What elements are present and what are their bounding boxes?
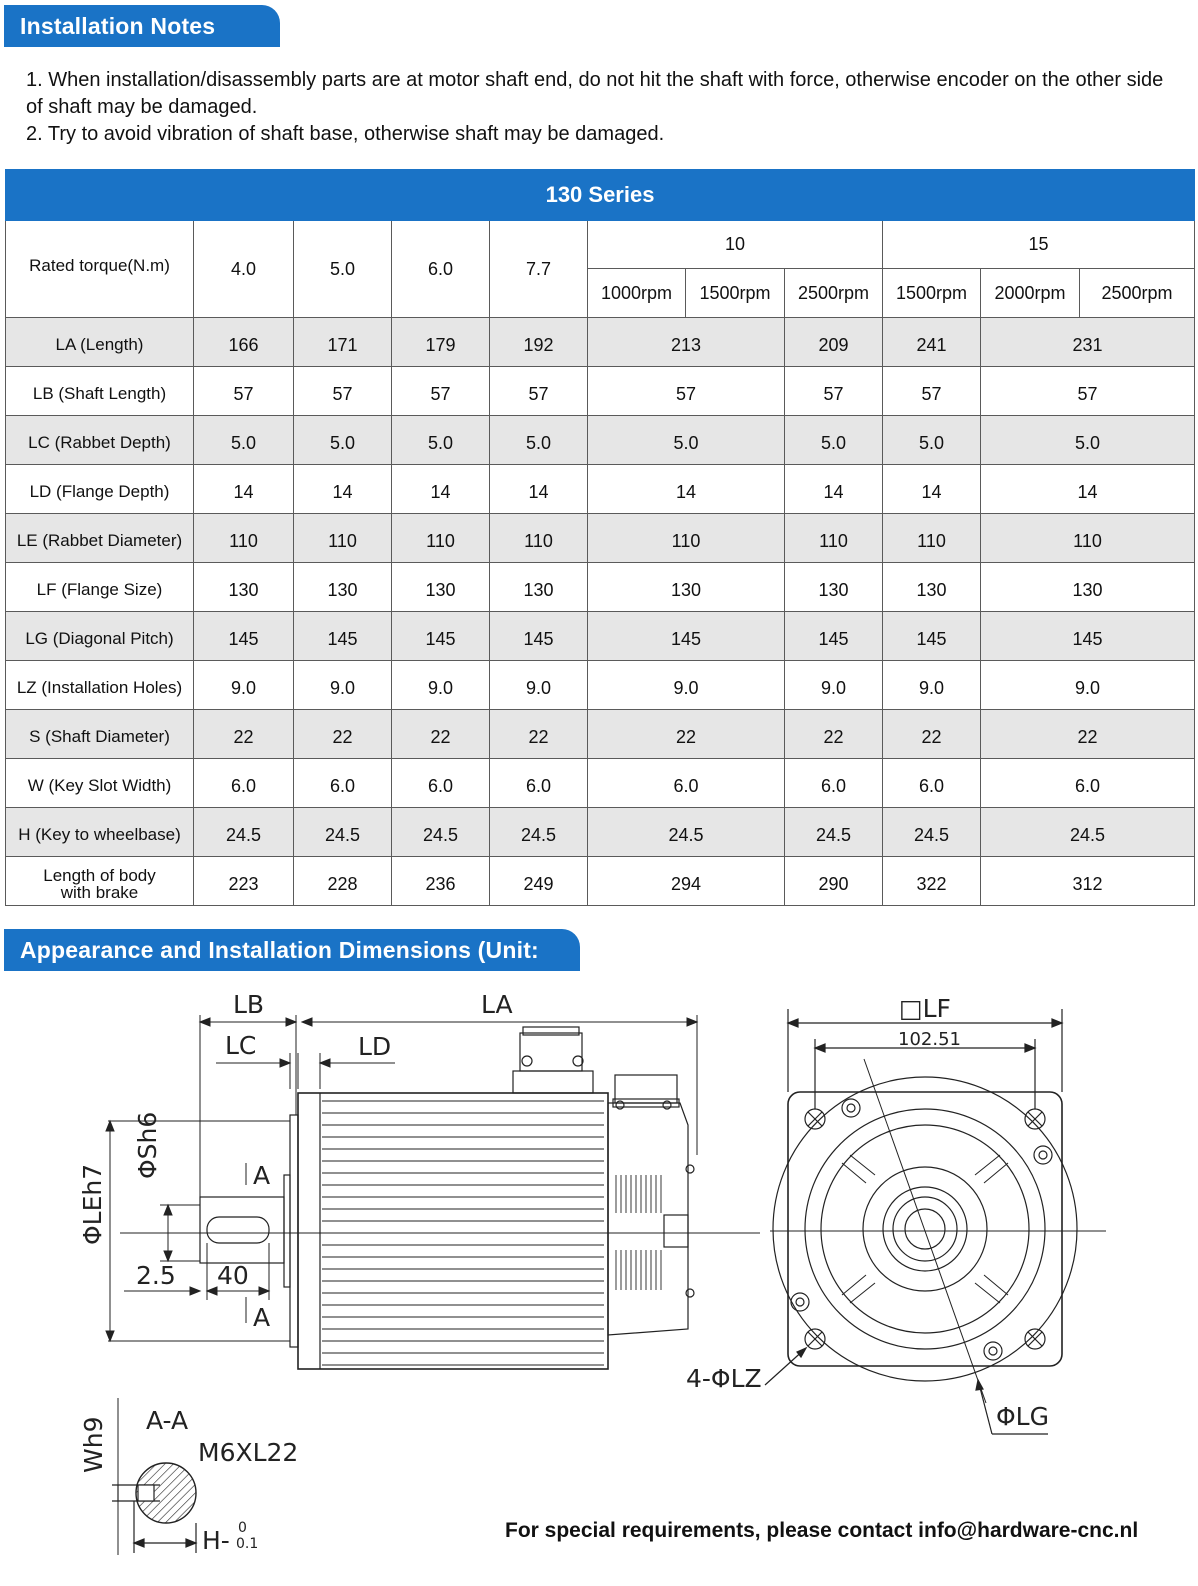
table-cell: 166 [194,318,294,367]
front-view [765,1009,1106,1434]
label-rabbet-dia: ΦLEh7 [78,1163,107,1245]
table-cell: 130 [883,563,981,612]
row-label: LA (Length) [6,318,194,367]
row-label: LE (Rabbet Diameter) [6,514,194,563]
table-cell: 22 [392,710,490,759]
table-cell: 14 [883,465,981,514]
table-cell: 290 [785,857,883,906]
table-cell: 130 [490,563,588,612]
table-cell: 6.0 [785,759,883,808]
installation-notes-title: Installation Notes [4,5,280,47]
table-cell: 249 [490,857,588,906]
table-cell: 145 [294,612,392,661]
table-cell: 24.5 [490,808,588,857]
table-cell: 231 [981,318,1195,367]
table-cell: 6.0 [981,759,1195,808]
table-cell: 145 [981,612,1195,661]
table-cell: 22 [294,710,392,759]
table-cell: 14 [392,465,490,514]
note-2: 2. Try to avoid vibration of shaft base, otherwise shaft may be damaged. [26,123,665,145]
row-label: H (Key to wheelbase) [6,808,194,857]
table-cell: 192 [490,318,588,367]
row-label: LZ (Installation Holes) [6,661,194,710]
table-cell: 5.0 [883,416,981,465]
table-row [6,710,1195,759]
label-la: LA [481,990,513,1019]
table-cell: 5.0 [981,416,1195,465]
table-cell: 9.0 [392,661,490,710]
table-cell: 145 [392,612,490,661]
speed-cell: 2000rpm [981,269,1080,318]
speed-cell: 1000rpm [588,269,686,318]
label-thread: M6XL22 [198,1438,299,1467]
table-cell: 6.0 [490,759,588,808]
torque-value: 5.0 [294,221,392,318]
label-dim-40: 40 [217,1261,249,1290]
table-cell: 24.5 [194,808,294,857]
table-cell: 312 [981,857,1195,906]
row-label: LD (Flange Depth) [6,465,194,514]
table-cell: 14 [294,465,392,514]
label-holes: 4-ΦLZ [686,1364,762,1393]
table-cell: 57 [194,367,294,416]
table-cell: 110 [981,514,1195,563]
table-row [6,759,1195,808]
table-cell: 179 [392,318,490,367]
spec-table-130-series [5,169,1195,906]
label-section-a-bottom: A [253,1303,271,1332]
table-cell: 145 [490,612,588,661]
row-label: LC (Rabbet Depth) [6,416,194,465]
table-cell: 294 [588,857,785,906]
label-lg: ΦLG [996,1402,1049,1431]
table-title: 130 Series [6,170,1195,221]
table-cell: 6.0 [392,759,490,808]
table-cell: 145 [588,612,785,661]
torque-value: 6.0 [392,221,490,318]
table-cell: 14 [194,465,294,514]
label-section-a-top: A [253,1161,271,1190]
table-cell: 145 [194,612,294,661]
table-cell: 110 [883,514,981,563]
row-label: W (Key Slot Width) [6,759,194,808]
label-key-height: H- [202,1526,230,1555]
table-row [6,612,1195,661]
label-section: A-A [146,1406,189,1435]
side-view [106,1015,760,1369]
table-cell: 24.5 [785,808,883,857]
label-lf: □LF [899,994,951,1023]
table-cell: 57 [981,367,1195,416]
table-cell: 57 [392,367,490,416]
table-cell: 22 [490,710,588,759]
table-cell: 14 [785,465,883,514]
table-cell: 57 [785,367,883,416]
table-cell: 14 [588,465,785,514]
speed-cell: 2500rpm [785,269,883,318]
row-label: LB (Shaft Length) [6,367,194,416]
table-cell: 14 [981,465,1195,514]
table-cell: 130 [785,563,883,612]
table-cell: 6.0 [588,759,785,808]
motor-dimension-drawing [0,975,1198,1565]
table-cell: 9.0 [294,661,392,710]
table-cell: 110 [785,514,883,563]
table-cell: 5.0 [294,416,392,465]
label-key-width: Wh9 [79,1416,108,1473]
table-cell: 9.0 [785,661,883,710]
table-row [6,563,1195,612]
label-lc: LC [225,1031,257,1060]
row-label: S (Shaft Diameter) [6,710,194,759]
row-label-line: with brake [60,883,139,902]
table-cell: 130 [194,563,294,612]
table-cell: 9.0 [490,661,588,710]
table-cell: 9.0 [588,661,785,710]
table-cell: 130 [588,563,785,612]
table-cell: 110 [490,514,588,563]
label-dim-2-5: 2.5 [136,1261,176,1290]
torque-value: 4.0 [194,221,294,318]
table-cell: 5.0 [490,416,588,465]
label-tol-lower: 0.1 [236,1536,259,1552]
table-cell: 22 [981,710,1195,759]
table-cell: 6.0 [883,759,981,808]
table-cell: 213 [588,318,785,367]
table-cell: 22 [883,710,981,759]
table-cell: 322 [883,857,981,906]
table-cell: 22 [785,710,883,759]
table-cell: 9.0 [194,661,294,710]
installation-notes [26,67,1176,148]
table-row [6,367,1195,416]
table-cell: 236 [392,857,490,906]
row-label: LF (Flange Size) [6,563,194,612]
table-cell: 145 [785,612,883,661]
table-cell: 9.0 [883,661,981,710]
row-label: LG (Diagonal Pitch) [6,612,194,661]
table-cell: 130 [981,563,1195,612]
contact-note: For special requirements, please contact info@hardware-cnc.nl [505,1519,1139,1542]
note-1: 1. When installation/disassembly parts are at motor shaft end, do not hit the shaft with force, otherwise encoder on the other side of shaft may be damaged. [26,69,1164,118]
row-label [6,857,194,906]
table-row [6,857,1195,906]
table-cell: 24.5 [883,808,981,857]
table-row [6,416,1195,465]
table-row [6,661,1195,710]
speed-cell: 2500rpm [1080,269,1195,318]
table-cell: 110 [588,514,785,563]
speed-cell: 1500rpm [883,269,981,318]
torque-label: Rated torque(N.m) [6,221,194,318]
table-cell: 9.0 [981,661,1195,710]
speed-cell: 1500rpm [686,269,785,318]
table-cell: 223 [194,857,294,906]
table-cell: 57 [588,367,785,416]
appearance-title: Appearance and Installation Dimensions (Unit: mm) [4,929,580,971]
label-lb: LB [233,990,265,1019]
table-cell: 228 [294,857,392,906]
table-cell: 14 [490,465,588,514]
label-lf-value: 102.51 [898,1029,961,1050]
table-cell: 130 [294,563,392,612]
table-cell: 209 [785,318,883,367]
table-cell: 6.0 [194,759,294,808]
torque-group-15: 15 [883,221,1195,269]
table-cell: 24.5 [588,808,785,857]
label-tol-upper: 0 [238,1520,247,1536]
table-cell: 24.5 [392,808,490,857]
table-cell: 5.0 [194,416,294,465]
table-row [6,318,1195,367]
table-cell: 57 [883,367,981,416]
table-cell: 57 [490,367,588,416]
table-cell: 24.5 [981,808,1195,857]
table-cell: 110 [194,514,294,563]
table-cell: 5.0 [588,416,785,465]
table-cell: 5.0 [785,416,883,465]
table-cell: 110 [392,514,490,563]
table-cell: 5.0 [392,416,490,465]
table-cell: 171 [294,318,392,367]
torque-value: 7.7 [490,221,588,318]
torque-group-10: 10 [588,221,883,269]
table-cell: 24.5 [294,808,392,857]
table-row [6,808,1195,857]
table-cell: 22 [588,710,785,759]
table-cell: 22 [194,710,294,759]
table-cell: 145 [883,612,981,661]
row-label-line: Length of body [43,866,156,885]
table-cell: 130 [392,563,490,612]
label-shaft-dia: ΦSh6 [133,1111,162,1179]
table-cell: 241 [883,318,981,367]
table-row [6,465,1195,514]
table-cell: 57 [294,367,392,416]
table-cell: 6.0 [294,759,392,808]
table-row [6,514,1195,563]
label-ld: LD [358,1032,392,1061]
table-cell: 110 [294,514,392,563]
